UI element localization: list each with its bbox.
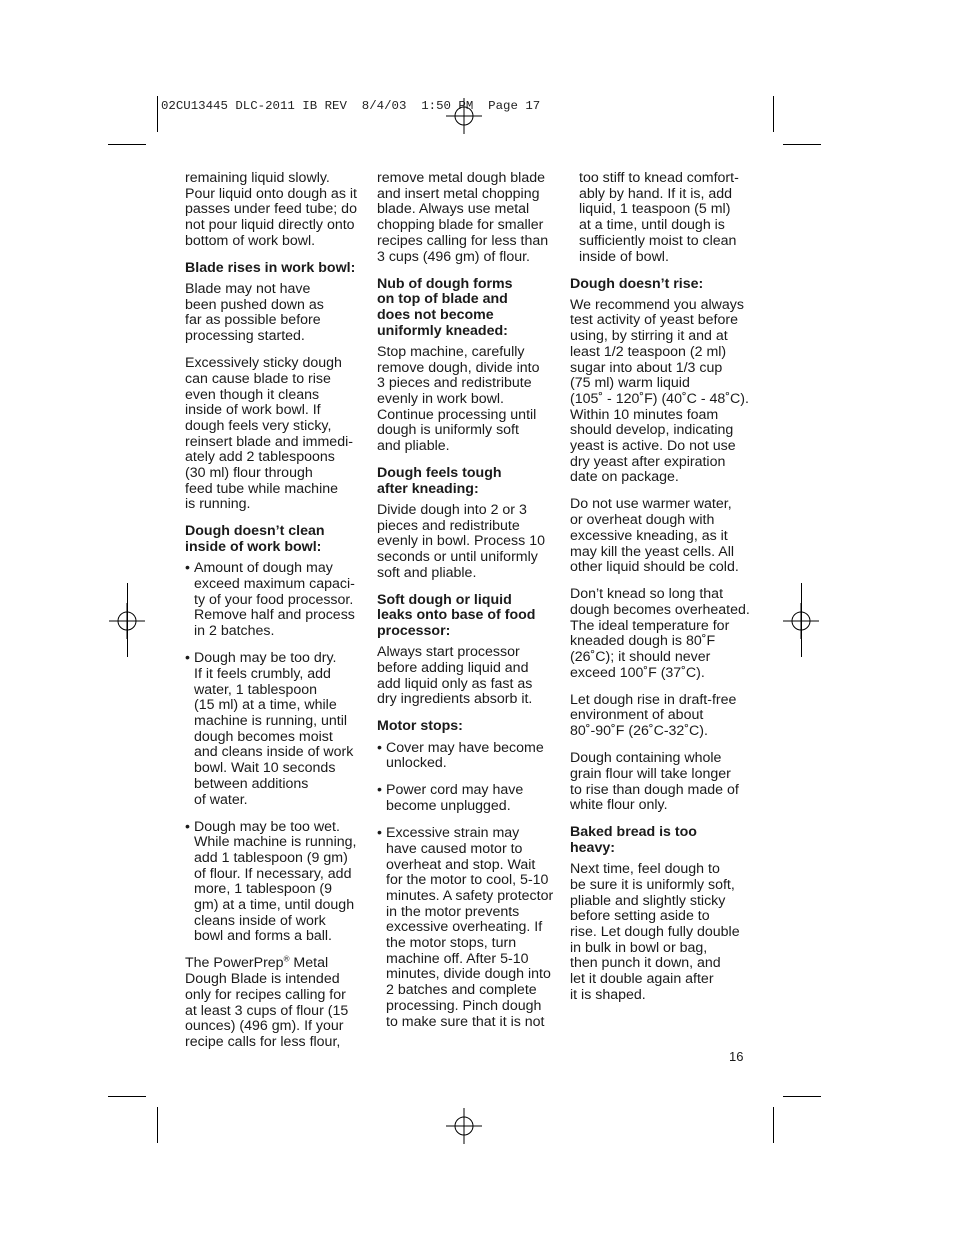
heading-baked-heavy: Baked bread is too heavy:	[570, 824, 697, 856]
column-3	[570, 171, 750, 1015]
text-span: Metal Dough Blade is intended only for recipes calling for at least 3 cups of flour (15 ounces) (496 gm). If your recipe calls for less flour,	[185, 955, 349, 1050]
heading-nub: Nub of dough forms on top of blade and does not become uniformly kneaded:	[377, 275, 513, 339]
heading-soft-dough: Soft dough or liquid leaks onto base of food processor:	[377, 591, 536, 640]
crop-mark	[157, 96, 158, 132]
paragraph: Next time, feel dough to be sure it is uniformly soft, pliable and slightly sticky before setting aside to rise. Let dough fully double in bulk in bowl or bag, then punch it down, and let it double again after it is shaped.	[570, 861, 740, 1003]
printer-slug: 02CU13445 DLC-2011 IB REV 8/4/03 1:50 PM Page 17	[161, 99, 541, 113]
column-2	[377, 171, 555, 1042]
paragraph: Blade may not have been pushed down as far as possible before processing started.	[185, 281, 324, 345]
list-item: • Dough may be too dry. If it feels crumbly, add water, 1 tablespoon (15 ml) at a time, while machine is running, until dough becomes moist and cleans inside of work bowl. Wait 10 seconds between additions of water.	[185, 651, 363, 808]
heading-motor-stops: Motor stops:	[377, 718, 463, 735]
paragraph: remaining liquid slowly. Pour liquid onto dough as it passes under feed tube; do not pour liquid directly onto bottom of work bowl.	[185, 170, 357, 249]
registration-mark-icon	[446, 1108, 482, 1144]
registration-mark-icon	[446, 98, 482, 134]
heading-blade-rises: Blade rises in work bowl:	[185, 259, 356, 276]
paragraph: We recommend you always test activity of yeast before using, by stirring it and at least 1/2 teaspoon (2 ml) sugar into about 1/3 cup (75 ml) warm liquid (105˚ - 120˚F) (40˚C - 48˚C). Within 10 minutes foam should develop, indicating yeast is active. Do not use dry yeast after expiration date on package.	[570, 296, 749, 486]
paragraph: Don’t knead so long that dough becomes overheated. The ideal temperature for kneaded dough is 80˚F (26˚C); it should never exceed 100˚F (37˚C).	[570, 586, 750, 681]
paragraph	[185, 956, 363, 1050]
paragraph: Divide dough into 2 or 3 pieces and redistribute evenly in bowl. Process 10 seconds or until uniformly soft and pliable.	[377, 501, 545, 581]
paragraph: Let dough rise in draft-free environment of about 80˚-90˚F (26˚C-32˚C).	[570, 691, 737, 740]
list-item: • Power cord may have become unplugged.	[377, 783, 555, 814]
crop-mark	[127, 583, 128, 657]
crop-mark	[157, 1107, 158, 1143]
paragraph: Excessively sticky dough can cause blade to rise even though it cleans inside of work bowl. If dough feels very sticky, reinsert blade and immedi- ately add 2 tablespoons (30 ml) flour through feed tube while machine is running.	[185, 355, 353, 513]
paragraph: too stiff to knead comfort- ably by hand. If it is, add liquid, 1 teaspoon (5 ml) at a time, until dough is sufficiently moist to clean inside of bowl.	[579, 170, 739, 265]
bullet-list	[185, 561, 363, 945]
text-span: The PowerPrep	[185, 955, 284, 972]
column-1	[185, 171, 363, 1062]
crop-mark	[108, 1096, 146, 1097]
paragraph: Dough containing whole grain flour will take longer to rise than dough made of white flour only.	[570, 750, 739, 814]
crop-mark	[783, 144, 821, 145]
paragraph: remove metal dough blade and insert metal chopping blade. Always use metal chopping blade for smaller recipes calling for less than 3 cups (496 gm) of flour.	[377, 170, 549, 265]
list-item: • Dough may be too wet. While machine is running, add 1 tablespoon (9 gm) of flour. If necessary, add more, 1 tablespoon (9 gm) at a time, until dough cleans inside of work bowl and forms a ball.	[185, 820, 363, 946]
heading-doesnt-rise: Dough doesn’t rise:	[570, 275, 704, 292]
crop-mark	[773, 96, 774, 132]
crop-mark	[783, 1096, 821, 1097]
page-number: 16	[729, 1049, 744, 1064]
heading-tough: Dough feels tough after kneading:	[377, 465, 502, 497]
crop-mark	[801, 583, 802, 657]
paragraph: Always start processor before adding liquid and add liquid only as fast as dry ingredients absorb it.	[377, 644, 533, 708]
bullet-list	[377, 741, 555, 1031]
crop-mark	[773, 1107, 774, 1143]
crop-mark	[108, 144, 146, 145]
paragraph: Stop machine, carefully remove dough, divide into 3 pieces and redistribute evenly in work bowl. Continue processing until dough is uniformly soft and pliable.	[377, 343, 540, 455]
list-item: • Amount of dough may exceed maximum capaci- ty of your food processor. Remove half and process in 2 batches.	[185, 561, 363, 640]
list-item: • Excessive strain may have caused motor to overheat and stop. Wait for the motor to cool, 5-10 minutes. A safety protector in the motor prevents excessive overheating. If the motor stops, turn machine off. After 5-10 minutes, divide dough into 2 batches and complete processing. Pinch dough to make sure that it is not	[377, 826, 555, 1030]
registered-mark: ®	[283, 954, 290, 964]
list-item: • Cover may have become unlocked.	[377, 741, 555, 772]
heading-doesnt-clean: Dough doesn’t clean inside of work bowl:	[185, 523, 325, 556]
paragraph: Do not use warmer water, or overheat dough with excessive kneading, as it may kill the yeast cells. All other liquid should be cold.	[570, 496, 739, 576]
